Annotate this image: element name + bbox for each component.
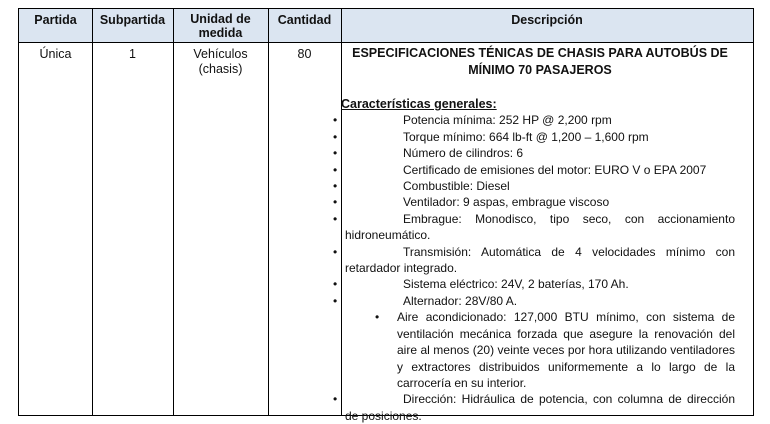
spec-item [333,211,735,244]
header-cantidad: Cantidad [277,13,332,27]
spec-item-text: Embrague: Monodisco, tipo seco, con accionamiento hidroneumático. [345,211,735,243]
column-divider [268,9,269,415]
header-descripcion: Descripción [511,13,583,27]
spec-item-text: Certificado de emisiones del motor: EURO V o EPA 2007 [403,162,707,177]
spec-list [333,112,735,424]
cell-partida: Única [39,47,72,61]
bullet-icon: • [333,277,338,292]
spec-item [345,309,735,391]
spec-title: ESPECIFICACIONES TÉNICAS DE CHASIS PARA AUTOBÚS DE MÍNIMO 70 PASAJEROS [352,46,728,77]
cell-descripcion [333,45,735,424]
spec-item [333,112,735,128]
bullet-icon: • [375,310,380,325]
spec-item-text: Transmisión: Automática de 4 velocidades mínimo con retardador integrado. [345,244,735,276]
spec-item [333,276,735,292]
cell-cantidad: 80 [297,47,312,61]
spec-item [333,391,735,424]
header-unidad-de-medida: Unidad de medida [190,12,251,40]
cell-subpartida: 1 [129,47,136,61]
spec-item-text: Potencia mínima: 252 HP @ 2,200 rpm [403,113,612,128]
spec-item [333,162,735,178]
bullet-icon: • [333,113,338,128]
header-partida: Partida [34,13,77,27]
spec-item [333,293,735,309]
bullet-icon: • [333,162,338,177]
spec-item-text: Dirección: Hidráulica de potencia, con columna de dirección de posiciones. [345,392,735,423]
spec-subtitle: Características generales: [341,97,497,111]
bullet-icon: • [333,195,338,210]
spec-item-text: Sistema eléctrico: 24V, 2 baterías, 170 Ah. [403,277,629,292]
spec-item-text: Combustible: Diesel [403,179,510,194]
spec-item [333,244,735,277]
spec-item-text: Ventilador: 9 aspas, embrague viscoso [403,195,610,210]
bullet-icon: • [333,244,338,259]
spec-item [333,194,735,210]
bullet-icon: • [333,179,338,194]
spec-item-text: Aire acondicionado: 127,000 BTU mínimo, con sistema de ventilación mecánica forzada que asegure la renovación del aire al menos (20) veinte veces por hora utilizando ventiladores y extractores distribuidos uniformemente a lo largo de la carrocería en su interior. [397,310,735,390]
bullet-icon: • [333,392,338,407]
spec-item-text: Alternador: 28V/80 A. [403,293,518,308]
bullet-icon: • [333,146,338,161]
bullet-icon: • [333,293,338,308]
header-subpartida: Subpartida [99,13,166,27]
spec-item [333,145,735,161]
cell-unidad: Vehículos (chasis) [193,47,248,76]
specifications-table [18,8,754,423]
bullet-icon: • [333,211,338,226]
spec-item [333,129,735,145]
spec-item-text: Número de cilindros: 6 [403,146,524,161]
bullet-icon: • [333,129,338,144]
column-divider [341,9,342,415]
column-divider [92,9,93,415]
spec-item [333,178,735,194]
spec-item-text: Torque mínimo: 664 lb-ft @ 1,200 – 1,600 rpm [403,129,649,144]
